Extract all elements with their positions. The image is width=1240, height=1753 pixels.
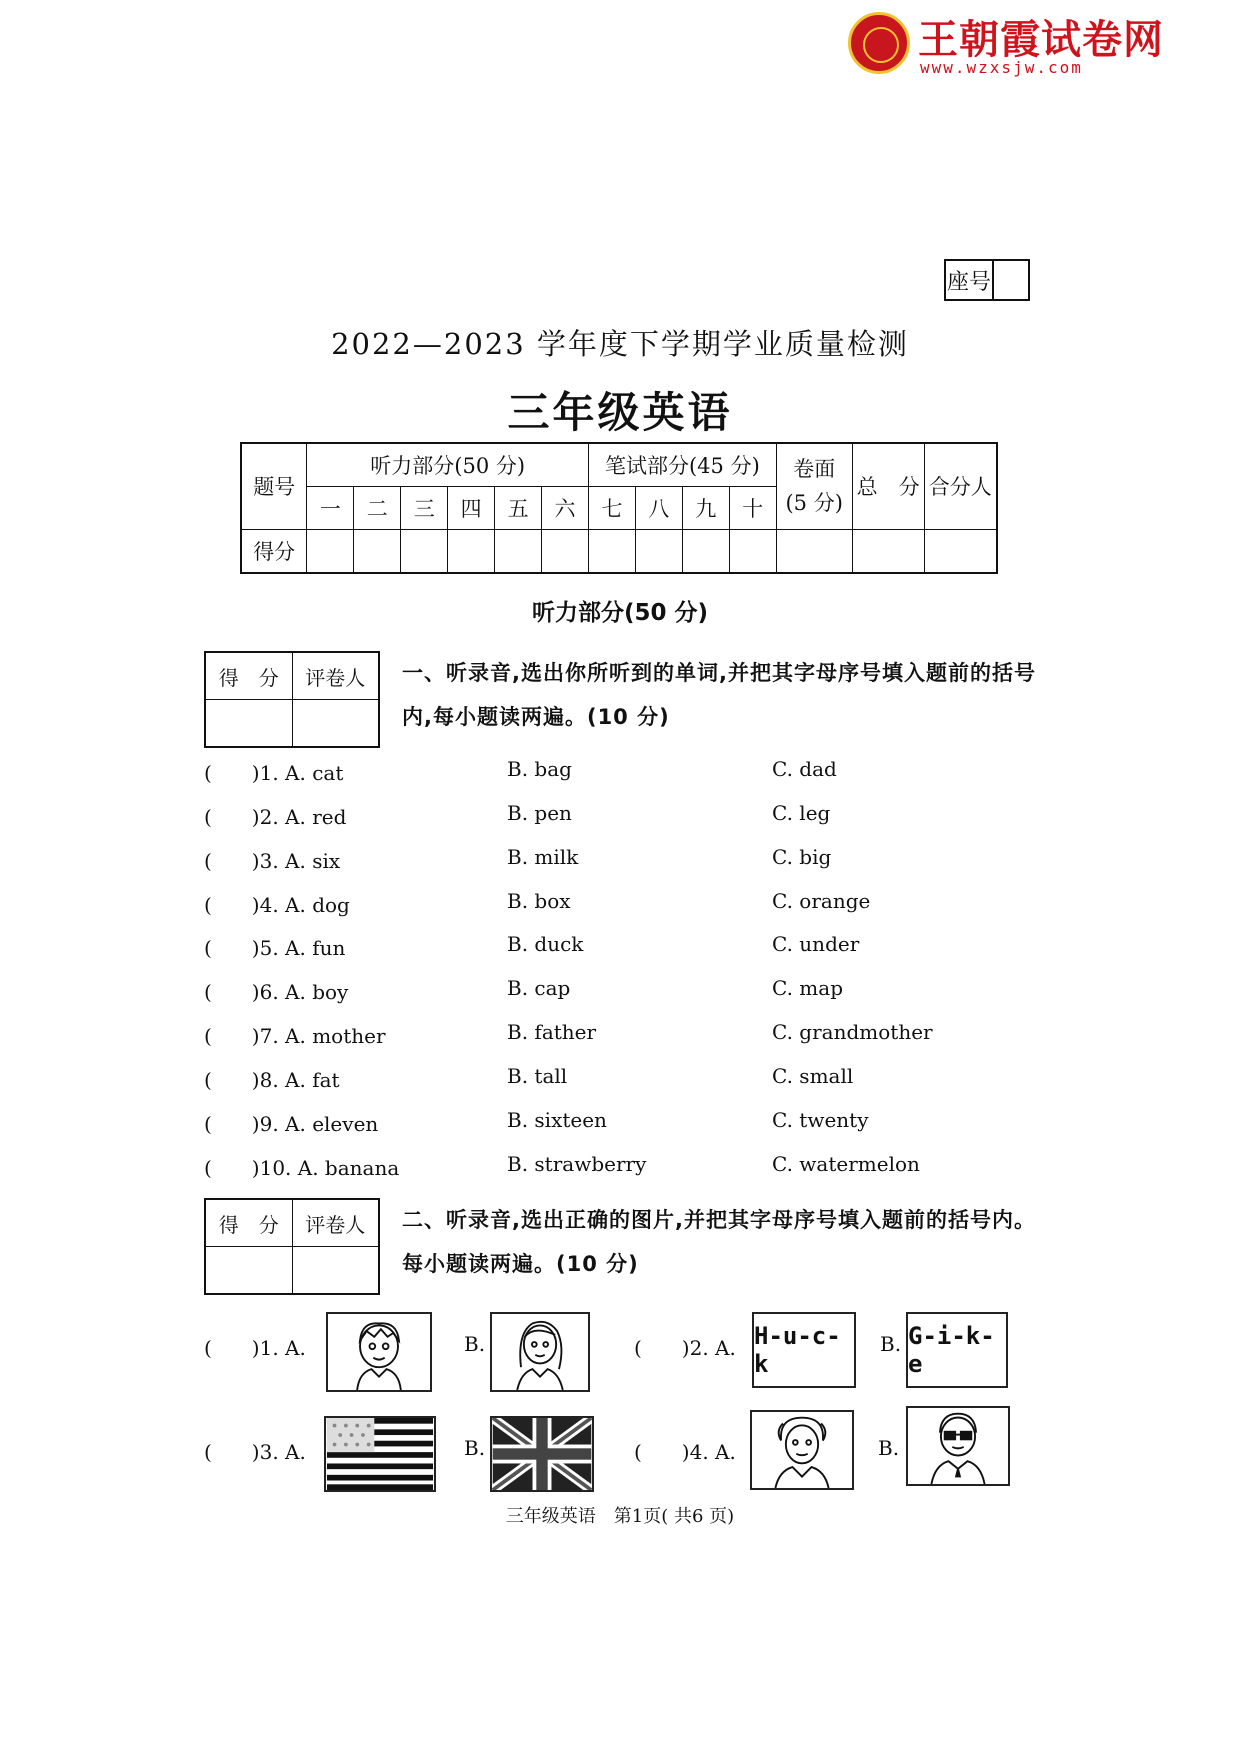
seat-label: 座号 xyxy=(946,261,994,299)
option-c: C. twenty xyxy=(772,1108,869,1132)
question-stem[interactable]: ( )7. A. mother xyxy=(204,1024,386,1048)
option-b: B. father xyxy=(507,1020,597,1044)
brand-url: www.wzxsjw.com xyxy=(920,58,1083,77)
question-row xyxy=(204,845,1044,875)
score-table xyxy=(240,442,998,574)
score-cell[interactable] xyxy=(307,529,354,573)
item-number: 九 xyxy=(682,486,729,529)
question-row xyxy=(204,1064,1044,1094)
score-cell[interactable] xyxy=(354,529,401,573)
question-stem[interactable]: ( )1. A. cat xyxy=(204,761,344,785)
uk-flag-icon xyxy=(492,1418,592,1490)
seal-icon xyxy=(848,12,910,74)
grader-name-label: 评卷人 xyxy=(292,1199,379,1247)
option-c: C. map xyxy=(772,976,843,1000)
usa-flag-icon xyxy=(326,1418,434,1490)
option-c: C. grandmother xyxy=(772,1020,933,1044)
score-cell[interactable] xyxy=(401,529,448,573)
page-footer: 三年级英语 第1页( 共6 页) xyxy=(505,1506,735,1527)
brand-name: 王朝霞试卷网 xyxy=(918,17,1164,63)
option-b: B. pen xyxy=(507,801,572,825)
score-cell[interactable] xyxy=(682,529,729,573)
option-b: B. duck xyxy=(507,932,584,956)
question-stem[interactable]: ( )10. A. banana xyxy=(204,1156,400,1180)
subject-title: 三年级英语 xyxy=(507,388,733,437)
question-row xyxy=(204,1020,1044,1050)
option-c: C. small xyxy=(772,1064,854,1088)
question-row xyxy=(204,889,1044,919)
option-b: B. sixteen xyxy=(507,1108,607,1132)
item-number: 四 xyxy=(448,486,495,529)
option-b-label: B. xyxy=(464,1332,486,1356)
option-b: B. cap xyxy=(507,976,571,1000)
question-row xyxy=(204,976,1044,1006)
question-stem[interactable]: ( )3. A. six xyxy=(204,849,341,873)
man-glasses-icon xyxy=(908,1408,1008,1484)
checker-label: 合分人 xyxy=(924,443,997,529)
seat-number-box xyxy=(944,259,1030,301)
name-card-b[interactable]: G-i-k-e xyxy=(906,1312,1008,1388)
question-stem[interactable]: ( )2. A. red xyxy=(204,805,347,829)
question-row xyxy=(204,1108,1044,1138)
score-cell[interactable] xyxy=(924,529,997,573)
question-stem[interactable]: ( )4. A. dog xyxy=(204,893,350,917)
item-number: 五 xyxy=(495,486,542,529)
score-cell[interactable] xyxy=(448,529,495,573)
option-c: C. orange xyxy=(772,889,871,913)
question-stem[interactable]: ( )9. A. eleven xyxy=(204,1112,379,1136)
option-c: C. watermelon xyxy=(772,1152,920,1176)
score-cell[interactable] xyxy=(852,529,924,573)
score-cell[interactable] xyxy=(495,529,542,573)
score-cell[interactable] xyxy=(542,529,589,573)
option-c: C. leg xyxy=(772,801,831,825)
question-row xyxy=(204,1152,1044,1182)
seat-number-field[interactable] xyxy=(994,261,1028,299)
girl-picture[interactable] xyxy=(490,1312,590,1392)
item-number: 十 xyxy=(729,486,776,529)
question-row xyxy=(204,801,1044,831)
item-number: 二 xyxy=(354,486,401,529)
part1-instruction-line2: 内,每小题读两遍。(10 分) xyxy=(402,705,670,729)
option-b: B. bag xyxy=(507,757,572,781)
item-number: 三 xyxy=(401,486,448,529)
question-row xyxy=(204,757,1044,787)
neatness-label-line1: 卷面 xyxy=(793,457,836,482)
picture-question-4[interactable]: ( )4. A. xyxy=(634,1440,736,1464)
option-b-label: B. xyxy=(880,1332,902,1356)
grandmother-icon xyxy=(752,1412,852,1488)
option-b: B. box xyxy=(507,889,571,913)
grader-box xyxy=(204,1198,380,1295)
exam-title: 2022—2023 学年度下学期学业质量检测 xyxy=(331,327,909,361)
grader-score-label: 得 分 xyxy=(205,652,292,700)
score-cell[interactable] xyxy=(776,529,852,573)
score-cell[interactable] xyxy=(589,529,636,573)
option-b: B. milk xyxy=(507,845,579,869)
writing-label: 笔试部分(45 分) xyxy=(589,443,777,486)
option-b-label: B. xyxy=(878,1436,900,1460)
grader-name-field[interactable] xyxy=(292,700,379,748)
grader-score-field[interactable] xyxy=(205,1247,292,1295)
uk-flag-picture[interactable] xyxy=(490,1416,594,1492)
part1-instruction-line1: 一、听录音,选出你所听到的单词,并把其字母序号填入题前的括号 xyxy=(402,661,1036,685)
grader-score-field[interactable] xyxy=(205,700,292,748)
score-label: 得分 xyxy=(241,529,307,573)
grader-score-label: 得 分 xyxy=(205,1199,292,1247)
brand-logo xyxy=(848,8,1164,78)
question-stem[interactable]: ( )8. A. fat xyxy=(204,1068,340,1092)
item-number: 六 xyxy=(542,486,589,529)
boy-icon xyxy=(328,1314,430,1390)
score-cell[interactable] xyxy=(729,529,776,573)
item-number: 八 xyxy=(635,486,682,529)
option-c: C. big xyxy=(772,845,832,869)
item-number: 七 xyxy=(589,486,636,529)
girl-icon xyxy=(492,1314,588,1390)
picture-question-3[interactable]: ( )3. A. xyxy=(204,1440,306,1464)
item-number: 一 xyxy=(307,486,354,529)
picture-question-2[interactable]: ( )2. A. xyxy=(634,1336,736,1360)
option-b: B. tall xyxy=(507,1064,568,1088)
picture-question-1[interactable]: ( )1. A. xyxy=(204,1336,306,1360)
name-card-a[interactable]: H-u-c-k xyxy=(752,1312,856,1388)
question-stem[interactable]: ( )6. A. boy xyxy=(204,980,349,1004)
grader-box xyxy=(204,651,380,748)
grader-name-field[interactable] xyxy=(292,1247,379,1295)
part2-instruction-line2: 每小题读两遍。(10 分) xyxy=(402,1252,639,1276)
option-c: C. dad xyxy=(772,757,837,781)
question-stem[interactable]: ( )5. A. fun xyxy=(204,936,346,960)
part2-instruction xyxy=(402,1198,1052,1286)
boy-picture[interactable] xyxy=(326,1312,432,1392)
part1-instruction xyxy=(402,651,1052,739)
score-cell[interactable] xyxy=(635,529,682,573)
listening-section-title: 听力部分(50 分) xyxy=(531,600,709,626)
option-c: C. under xyxy=(772,932,860,956)
total-label: 总 分 xyxy=(852,443,924,529)
neatness-label xyxy=(776,443,852,529)
usa-flag-picture[interactable] xyxy=(324,1416,436,1492)
option-b: B. strawberry xyxy=(507,1152,647,1176)
grader-name-label: 评卷人 xyxy=(292,652,379,700)
item-label: 题号 xyxy=(241,443,307,529)
part2-instruction-line1: 二、听录音,选出正确的图片,并把其字母序号填入题前的括号内。 xyxy=(402,1208,1036,1232)
question-row xyxy=(204,932,1044,962)
option-b-label: B. xyxy=(464,1436,486,1460)
neatness-label-line2: (5 分) xyxy=(785,491,843,516)
listening-label: 听力部分(50 分) xyxy=(307,443,589,486)
grandmother-picture[interactable] xyxy=(750,1410,854,1490)
man-with-glasses-picture[interactable] xyxy=(906,1406,1010,1486)
